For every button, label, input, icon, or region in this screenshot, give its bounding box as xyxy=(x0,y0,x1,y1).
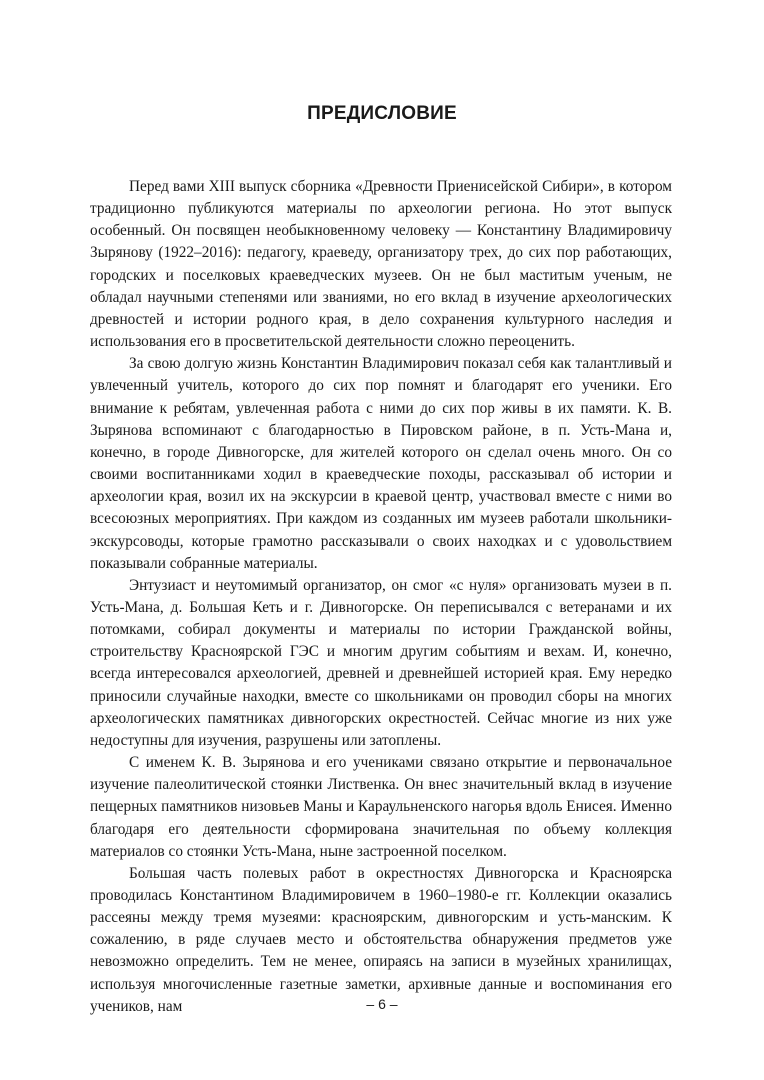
page-title: ПРЕДИСЛОВИЕ xyxy=(307,103,457,124)
body-text xyxy=(90,176,672,1018)
paragraph: С именем К. В. Зырянова и его учениками связано открытие и первоначальное изучение палеолитической стоянки Лиственка. Он внес значительный вклад в изучение пещерных памятников низовьев Маны и Караульненского нагорья вдоль Енисея. Именно благодаря его деятельности сформирована значительная по объему коллекция материалов со стоянки Усть-Мана, ныне застроенной поселком. xyxy=(90,754,672,860)
paragraph: Перед вами XIII выпуск сборника «Древности Приенисейской Сибири», в котором традиционно публикуются материалы по археологии региона. Но этот выпуск особенный. Он посвящен необыкновенному человеку — Константину Владимировичу Зырянову (1922–2016): педагогу, краеведу, организатору трех, до сих пор работающих, городских и поселковых краеведческих музеев. Он не был маститым ученым, не обладал научными степенями или званиями, но его вклад в изучение археологических древностей и истории родного края, в дело сохранения культурного наследия и использования его в просветительской деятельности сложно переоценить. xyxy=(90,178,672,351)
page-number: – 6 – xyxy=(366,996,398,1012)
paragraph: Энтузиаст и неутомимый организатор, он смог «с нуля» организовать музеи в п. Усть-Мана, д. Большая Кеть и г. Дивногорске. Он переписывался с ветеранами и их потомками, собирал документы и материалы по истории Гражданской войны, строительству Красноярской ГЭС и многим другим событиям и вехам. И, конечно, всегда интересовался археологией, древней и древнейшей историей края. Ему нередко приносили случайные находки, вместе со школьниками он проводил сборы на многих археологических памятниках дивногорских окрестностей. Сейчас многие из них уже недоступны для изучения, разрушены или затоплены. xyxy=(90,576,672,749)
paragraph: Большая часть полевых работ в окрестностях Дивногорска и Красноярска проводилась Константином Владимировичем в 1960–1980-е гг. Коллекции оказались рассеяны между тремя музеями: красноярским, дивногорским и усть-манским. К сожалению, в ряде случаев место и обстоятельства обнаружения предметов уже невозможно определить. Тем не менее, опираясь на записи в музейных хранилищах, используя многочисленные газетные заметки, архивные данные и воспоминания его учеников, нам xyxy=(90,864,672,1015)
paragraph: За свою долгую жизнь Константин Владимирович показал себя как талантливый и увлеченный учитель, которого до сих пор помнят и благодарят его ученики. Его внимание к ребятам, увлеченная работа с ними до сих пор живы в их памяти. К. В. Зырянова вспоминают с благодарностью в Пировском районе, в п. Усть-Мана и, конечно, в городе Дивногорске, для жителей которого он сделал очень много. Он со своими воспитанниками ходил в краеведческие походы, рассказывал об истории и археологии края, возил их на экскурсии в краевой центр, участвовал вместе с ними во всесоюзных мероприятиях. При каждом из созданных им музеев работали школьники-экскурсоводы, которые грамотно рассказывали о своих находках и с удовольствием показывали собранные материалы. xyxy=(90,355,672,572)
